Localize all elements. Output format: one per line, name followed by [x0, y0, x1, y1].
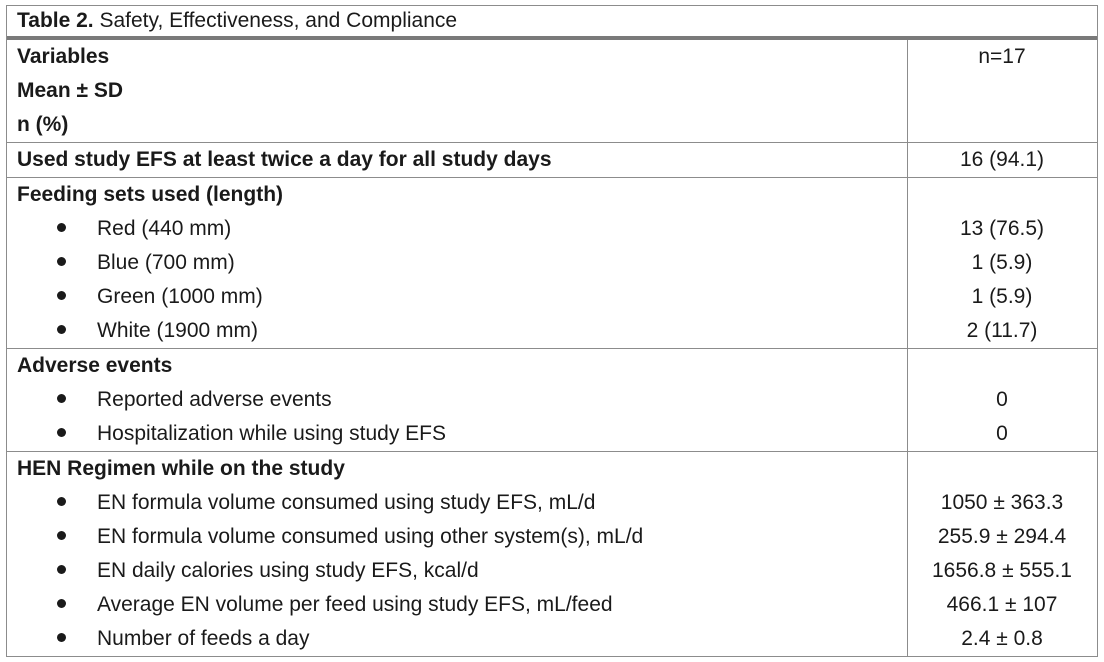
- row-label: Reported adverse events: [97, 388, 332, 411]
- row-label: White (1900 mm): [97, 319, 259, 342]
- bullet-icon: [57, 599, 66, 608]
- table-row: [7, 212, 1097, 246]
- row-value: 1656.8 ± 555.1: [932, 559, 1072, 582]
- row-label: Hospitalization while using study EFS: [97, 422, 447, 445]
- bullet-icon: [57, 633, 66, 642]
- row-value: 1 (5.9): [971, 251, 1033, 274]
- row-value: 2 (11.7): [966, 319, 1038, 342]
- row-label: Average EN volume per feed using study EFS, mL/feed: [97, 593, 613, 616]
- row-label: Blue (700 mm): [97, 251, 235, 274]
- table-row: [7, 383, 1097, 417]
- bullet-icon: [57, 428, 66, 437]
- table-row: [7, 520, 1097, 554]
- table-caption: [7, 6, 1097, 40]
- header-variables: Variables: [17, 45, 110, 68]
- row-label: Red (440 mm): [97, 217, 232, 240]
- feeding-sets-heading: Feeding sets used (length): [17, 183, 284, 206]
- table-row: [7, 246, 1097, 280]
- header-n-percent: n (%): [17, 113, 69, 136]
- used-study-section: [7, 143, 1097, 178]
- bullet-icon: [57, 291, 66, 300]
- adverse-heading: Adverse events: [17, 354, 173, 377]
- header-mean-sd: Mean ± SD: [17, 79, 124, 102]
- hen-regimen-section: [7, 452, 1097, 656]
- data-table: [6, 5, 1098, 657]
- table-row: [7, 486, 1097, 520]
- row-label: EN daily calories using study EFS, kcal/d: [97, 559, 479, 582]
- bullet-icon: [57, 257, 66, 266]
- table-row: [7, 588, 1097, 622]
- bullet-icon: [57, 531, 66, 540]
- row-value: 466.1 ± 107: [946, 593, 1058, 616]
- table-row: [7, 554, 1097, 588]
- hen-heading: HEN Regimen while on the study: [17, 457, 345, 480]
- row-value: 13 (76.5): [959, 217, 1045, 240]
- row-value: 255.9 ± 294.4: [937, 525, 1067, 548]
- table-row: [7, 417, 1097, 451]
- bullet-icon: [57, 565, 66, 574]
- used-study-label: Used study EFS at least twice a day for all study days: [17, 148, 552, 171]
- caption-title: Safety, Effectiveness, and Compliance: [99, 9, 458, 32]
- row-value: 1050 ± 363.3: [940, 491, 1064, 514]
- header-section: [7, 40, 1097, 143]
- bullet-icon: [57, 394, 66, 403]
- adverse-events-section: [7, 349, 1097, 452]
- bullet-icon: [57, 223, 66, 232]
- row-value: 1 (5.9): [971, 285, 1033, 308]
- table-row: [7, 622, 1097, 656]
- row-value: 2.4 ± 0.8: [961, 627, 1043, 650]
- used-study-value: 16 (94.1): [959, 148, 1045, 171]
- bullet-icon: [57, 497, 66, 506]
- row-label: EN formula volume consumed using study EFS, mL/d: [97, 491, 596, 514]
- row-label: Number of feeds a day: [97, 627, 310, 650]
- row-label: EN formula volume consumed using other system(s), mL/d: [97, 525, 644, 548]
- bullet-icon: [57, 325, 66, 334]
- caption-label: Table 2.: [17, 9, 94, 32]
- row-value: 0: [996, 422, 1008, 445]
- header-n: n=17: [978, 45, 1026, 68]
- row-label: Green (1000 mm): [97, 285, 263, 308]
- row-value: 0: [996, 388, 1008, 411]
- table-row: [7, 314, 1097, 348]
- feeding-sets-section: [7, 178, 1097, 349]
- table-row: [7, 280, 1097, 314]
